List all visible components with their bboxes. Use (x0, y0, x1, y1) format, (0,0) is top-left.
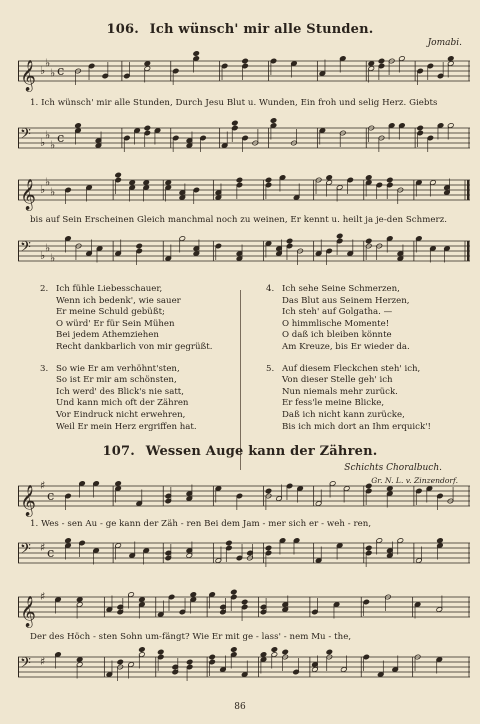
bass-clef-icon: 𝄢 (20, 239, 31, 259)
common-time-icon: c (47, 546, 55, 561)
note-head (232, 120, 239, 126)
sharp-icon: ♯ (40, 655, 46, 668)
verse-line: Recht dankbarlich von mir gegrüßt. (56, 341, 213, 352)
verse-line: Von dieser Stelle geh' ich (282, 375, 393, 386)
verses-right-column (266, 284, 431, 443)
verse-number: 3. (40, 363, 49, 374)
page-number: 86 (234, 702, 246, 712)
hymn-106-system-1-bass (18, 110, 470, 166)
final-barline (467, 241, 470, 261)
note-head (241, 599, 248, 605)
note-head (378, 58, 385, 64)
note-head (265, 177, 272, 183)
note-head (129, 180, 136, 186)
bass-clef-icon: 𝄢 (20, 655, 31, 675)
note-head (136, 243, 143, 249)
verse-line: So ist Er mir am schönsten, (56, 375, 177, 386)
hymn-106-title-text: Ich wünsch' mir alle Stunden. (149, 22, 374, 37)
final-barline (467, 180, 470, 200)
verse-line: Weil Er mein Herz ergriffen hat. (56, 421, 197, 432)
treble-clef-icon: 𝄞 (20, 60, 36, 91)
note-head (65, 538, 72, 544)
sharp-icon: ♯ (40, 590, 46, 603)
flat-icon: ♭ (40, 136, 46, 149)
flat-icon: ♭ (40, 249, 46, 262)
verse-line: Am Kreuze, bis Er wieder da. (282, 341, 410, 352)
note-head (115, 481, 122, 487)
hymn-106-lyrics-2: bis auf Sein Erscheinen Gleich manchmal noch zu weinen, Er kennt u. heilt ja je-den Schmerz. (30, 215, 448, 225)
note-head (165, 180, 172, 186)
treble-clef-icon: 𝄞 (20, 596, 36, 627)
note-head (326, 649, 333, 655)
verse-number: 4. (266, 284, 275, 294)
note-head (386, 486, 393, 492)
verse-2 (40, 284, 212, 354)
verse-line: Auf diesem Fleckchen steh' ich, (282, 363, 421, 374)
flat-icon: ♭ (45, 175, 51, 189)
note-head (260, 652, 267, 658)
note-head (115, 172, 122, 178)
hymn-107-system-2-bass (18, 642, 470, 692)
note-head (365, 238, 372, 244)
note-head (326, 175, 333, 181)
verse-line: Er meine Schuld gebüßt; (56, 307, 165, 318)
verse-line: Nun niemals mehr zurück. (282, 386, 398, 397)
note-head (417, 125, 424, 131)
treble-clef-icon: 𝄞 (20, 485, 36, 516)
hymn-106-number: 106. (106, 22, 139, 37)
verse-line: O daß ich bleiben könnte (282, 330, 392, 341)
note-head (242, 58, 249, 64)
staff-lines (18, 474, 470, 518)
note-head (75, 123, 82, 129)
note-head (286, 238, 293, 244)
note-head (282, 649, 289, 655)
note-head (437, 538, 444, 544)
hymn-107-system-1-bass (18, 530, 470, 576)
flat-icon: ♭ (40, 183, 46, 196)
note-head (193, 51, 200, 57)
verse-4 (266, 284, 431, 354)
hymn-106-system-2-treble (18, 168, 470, 212)
common-time-icon: c (57, 131, 65, 146)
note-head (226, 540, 233, 546)
flat-icon: ♭ (50, 138, 56, 152)
hymn-107-system-1-treble (18, 474, 470, 518)
flat-icon: ♭ (50, 185, 56, 199)
verses-left-column (40, 284, 212, 443)
verse-line: Und kann mich oft der Zähren (56, 398, 189, 409)
note-head (365, 483, 372, 489)
verse-line: Ich steh' auf Golgatha. — (282, 307, 393, 318)
staff-lines (18, 642, 470, 692)
verse-3 (40, 364, 212, 434)
note-head (271, 647, 278, 653)
common-time-icon: c (57, 64, 65, 79)
sharp-icon: ♯ (40, 541, 46, 554)
flat-icon: ♭ (45, 128, 51, 142)
verse-line: Ich werd' des Blick's nie satt, (56, 386, 184, 397)
verse-line: Ich fühle Liebesschauer, (56, 284, 163, 294)
note-head (447, 56, 454, 62)
hymn-107-lyrics-1: 1. Wes - sen Au - ge kann der Zäh - ren Bei dem Jam - mer sich er - weh - ren, (30, 519, 372, 529)
flat-icon: ♭ (50, 251, 56, 265)
hymn-107-system-2-treble (18, 584, 470, 630)
note-head (157, 649, 164, 655)
verse-line: Wenn ich bedenk', wie sauer (56, 295, 181, 306)
hymn-107-lyrics-2: Der des Höch - sten Sohn um-fängt? Wie Er mit ge - lass' - nem Mu - the, (30, 632, 352, 642)
verse-line: Er fess'le meine Blicke, (282, 398, 385, 409)
note-head (139, 647, 146, 653)
flat-icon: ♭ (45, 56, 51, 70)
note-head (265, 488, 272, 494)
verse-line: O himmlische Momente! (282, 318, 390, 329)
hymn-107-title (0, 444, 480, 459)
staff-lines (18, 48, 470, 94)
staff-lines (18, 110, 470, 166)
note-head (270, 118, 277, 124)
note-head (365, 545, 372, 551)
hymn-106-system-2-bass (18, 226, 470, 276)
common-time-icon: c (47, 489, 55, 504)
verse-line: O würd' Er für Sein Mühen (56, 318, 175, 329)
note-head (368, 61, 375, 67)
note-head (139, 597, 146, 603)
hymn-107-composer: Schichts Choralbuch. (344, 463, 442, 473)
note-head (386, 177, 393, 183)
note-head (190, 592, 197, 598)
verse-line: Daß ich nicht kann zurücke, (282, 409, 405, 420)
verse-number: 5. (266, 363, 275, 374)
verse-5 (266, 364, 431, 434)
sharp-icon: ♯ (40, 479, 46, 492)
hymn-107-number: 107. (102, 444, 135, 459)
note-head (230, 647, 237, 653)
hymn-107-title-text: Wessen Auge kann der Zähren. (145, 444, 378, 459)
note-head (144, 125, 151, 131)
note-head (336, 233, 343, 239)
note-head (186, 659, 193, 665)
verse-line: Bei jedem Athemziehen (56, 330, 159, 341)
staff-lines (18, 584, 470, 630)
bass-clef-icon: 𝄢 (20, 541, 31, 561)
staff-lines (18, 168, 470, 212)
hymn-106-author: Gr. N. L. v. Zinzendorf. (371, 476, 458, 485)
hymn-106-lyrics-1: 1. Ich wünsch' mir alle Stunden, Durch Jesu Blut u. Wunden, Ein froh und selig Herz. Giebts (30, 98, 438, 108)
verse-line: Ich sehe Seine Schmerzen, (282, 284, 400, 294)
bass-clef-icon: 𝄢 (20, 126, 31, 146)
flat-icon: ♭ (45, 241, 51, 255)
verse-number: 2. (40, 284, 49, 294)
note-head (76, 657, 83, 663)
note-head (236, 177, 243, 183)
note-head (144, 61, 151, 67)
note-head (117, 659, 124, 665)
staff-lines (18, 226, 470, 276)
verse-line: Bis ich mich dort an Ihm erquick'! (282, 421, 431, 432)
hymn-106-system-1-treble (18, 48, 470, 94)
verse-line: Vor Eindruck nicht erwehren, (56, 409, 186, 420)
verse-line: Das Blut aus Seinem Herzen, (282, 295, 410, 306)
note-head (209, 654, 216, 660)
note-head (143, 180, 150, 186)
note-head (230, 589, 237, 595)
flat-icon: ♭ (50, 66, 56, 80)
note-head (365, 175, 372, 181)
hymn-106-composer: Jomabi. (427, 38, 462, 48)
flat-icon: ♭ (40, 64, 46, 77)
treble-clef-icon: 𝄞 (20, 179, 36, 210)
hymn-106-title (0, 22, 480, 37)
verse-line: So wie Er am verhöhnt'sten, (56, 363, 180, 374)
note-head (265, 545, 272, 551)
column-divider (240, 290, 241, 470)
staff-lines (18, 530, 470, 576)
note-head (76, 597, 83, 603)
